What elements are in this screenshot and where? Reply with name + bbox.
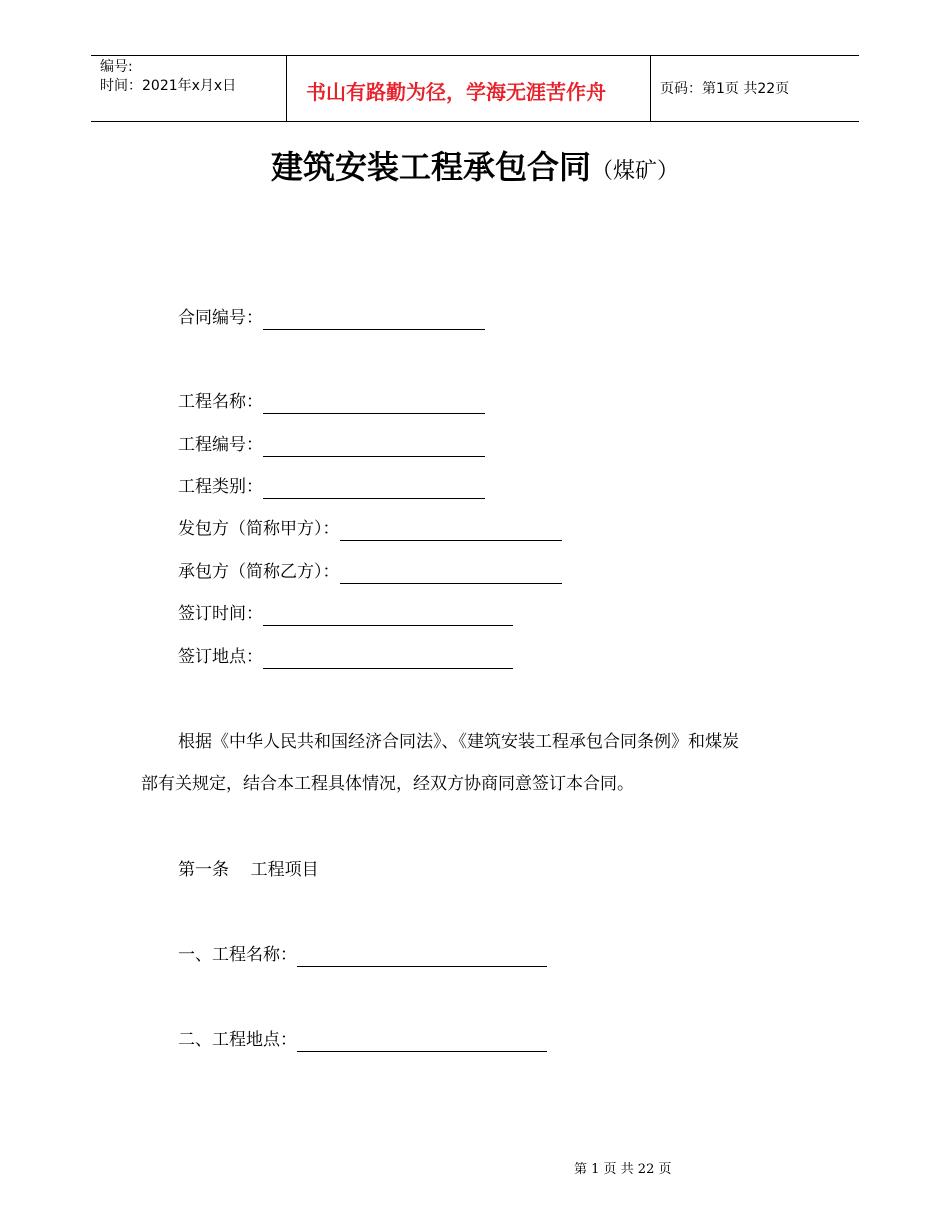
header-divider-left: [286, 55, 287, 121]
field-project-no-label: 工程编号：: [178, 435, 263, 455]
field-sign-place: [178, 645, 513, 669]
header-divider-right: [650, 55, 651, 121]
item-project-name-label: 一、工程名称：: [178, 945, 297, 965]
field-sign-time: [178, 602, 513, 626]
field-project-no-blank[interactable]: [263, 436, 485, 457]
item-project-location: [178, 1028, 547, 1052]
header-page-info: 页码：第1页 共22页: [660, 81, 790, 97]
header-motto: 书山有路勤为径，学海无涯苦作舟: [306, 80, 606, 104]
field-sign-time-label: 签订时间：: [178, 604, 263, 624]
item-project-name: [178, 943, 547, 967]
field-project-name: [178, 390, 485, 414]
field-employer-blank[interactable]: [340, 520, 562, 541]
field-contractor-label: 承包方（简称乙方）：: [178, 562, 340, 582]
field-contract-no-label: 合同编号：: [178, 308, 263, 328]
field-sign-place-label: 签订地点：: [178, 647, 263, 667]
field-project-type: [178, 475, 485, 499]
item-project-location-blank[interactable]: [297, 1031, 547, 1052]
field-project-type-label: 工程类别：: [178, 477, 263, 497]
field-project-name-blank[interactable]: [263, 393, 485, 414]
field-contract-no: [178, 306, 485, 330]
article-1-heading: 第一条 工程项目: [178, 860, 319, 880]
field-sign-place-blank[interactable]: [263, 648, 513, 669]
field-employer-label: 发包方（简称甲方）：: [178, 519, 340, 539]
intro-paragraph-line-2: 部有关规定，结合本工程具体情况，经双方协商同意签订本合同。: [141, 774, 634, 794]
header-time-label: 时间：2021年x月x日: [100, 78, 237, 94]
document-title-main: 建筑安装工程承包合同: [270, 148, 591, 186]
document-title-sub: （煤矿）: [591, 159, 680, 184]
header-bottom-rule: [91, 121, 859, 122]
field-contractor-blank[interactable]: [340, 563, 562, 584]
header-top-rule: [91, 55, 859, 56]
field-employer: [178, 517, 562, 541]
header-number-label: 编号:: [100, 59, 133, 75]
page-footer: 第 1 页 共 22 页: [574, 1162, 672, 1177]
document-title: [0, 142, 950, 188]
intro-paragraph-line-1: 根据《中华人民共和国经济合同法》、《建筑安装工程承包合同条例》和煤炭: [178, 732, 739, 752]
field-project-type-blank[interactable]: [263, 478, 485, 499]
field-project-name-label: 工程名称：: [178, 392, 263, 412]
field-project-no: [178, 433, 485, 457]
field-contractor: [178, 560, 562, 584]
item-project-name-blank[interactable]: [297, 946, 547, 967]
field-contract-no-blank[interactable]: [263, 309, 485, 330]
item-project-location-label: 二、工程地点：: [178, 1030, 297, 1050]
field-sign-time-blank[interactable]: [263, 605, 513, 626]
